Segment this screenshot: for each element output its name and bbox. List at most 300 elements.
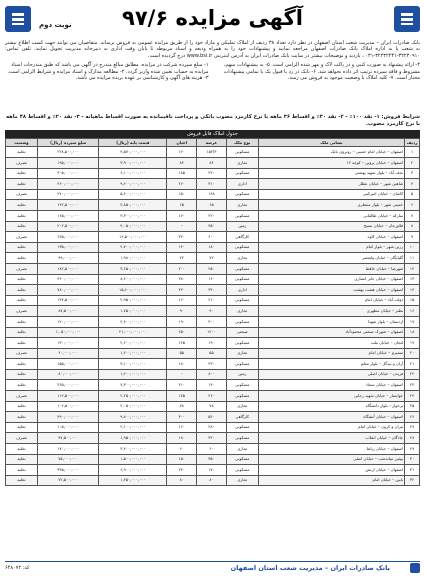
table-cell: تصرف [6,158,38,169]
table-cell: ۳۰۰ [167,412,197,423]
table-cell: ۷۲ [167,253,197,264]
table-cell: ۸,۴۰۰,۰۰۰,۰۰۰ [99,274,167,285]
table-cell: - [167,221,197,232]
table-cell: ۱۸۲,۵۰۰,۰۰۰ [37,263,99,274]
table-cell: گلپایگان – خیابان ولیعصر [258,253,404,264]
table-cell: ۱۲۰۰ [197,327,227,338]
table-cell: صنعتی [226,327,258,338]
table-cell: ۲۵ [405,401,420,412]
table-cell: تجاری [226,158,258,169]
table-cell: اصفهان – خیابان جابر انصاری [258,274,404,285]
table-cell: ۶,۱۰۰,۰۰۰,۰۰۰ [99,168,167,179]
properties-table [5,138,420,486]
table-cell: ۱۱ [405,253,420,264]
table-cell: مسکونی [226,189,258,200]
table-cell: تصرف [6,391,38,402]
table-row [6,401,420,412]
table-cell: ۲۹ [405,444,420,455]
table-cell: ۳,۶۵۰,۰۰۰,۰۰۰ [99,263,167,274]
table-cell: ۱۵,۶۰۰,۰۰۰,۰۰۰ [99,285,167,296]
table-cell: مسکونی [226,391,258,402]
table-row [6,348,420,359]
table-cell: تصرف [6,189,38,200]
table-caption: جدول املاک قابل فروش [5,130,420,138]
table-row [6,147,420,158]
table-row [6,168,420,179]
table-cell: ۱۶۰ [197,274,227,285]
table-cell: ۱۶۰ [167,295,197,306]
table-cell: ۹۷,۵۰۰,۰۰۰ [37,433,99,444]
table-row [6,253,420,264]
table-cell: اردستان – بلوار شهدا [258,316,404,327]
table-cell: ۱۵۰ [167,454,197,465]
table-cell: ۲۱,۰۰۰,۰۰۰,۰۰۰ [99,327,167,338]
table-cell: تخلیه [6,465,38,476]
table-cell: تصرف [6,232,38,243]
table-cell: ۱۸۰ [167,433,197,444]
table-cell: ۴,۰۵۰,۰۰۰,۰۰۰ [99,221,167,232]
table-row [6,433,420,444]
table-row [6,295,420,306]
table-cell: نجف آباد – بلوار شهید بهشتی [258,168,404,179]
table-cell: ۲۰۲,۵۰۰,۰۰۰ [37,221,99,232]
table-cell: کارگاهی [226,412,258,423]
table-cell: ۶,۹۰۰,۰۰۰,۰۰۰ [99,465,167,476]
table-cell: مسکونی [226,465,258,476]
table-cell: ۷۸ [197,401,227,412]
table-cell: مسکونی [226,433,258,444]
table-cell: اصفهان – خیابان رباط [258,444,404,455]
intro-paragraph: بانک صادرات ایران – مدیریت شعب استان اصفهان در نظر دارد تعداد ۳۸ ردیف از املاک تملیکی و مازاد خود را از طریق مزایده عمومی به فروش برساند. متقاضیان می توانند جهت کسب اطلاع بیشتر به شعب یا به اداره املاک بانک صادرات اصفهان مراجعه نمایند و پیشنهادات خود را به همراه ودیعه و اسناد مربوطه تا پایان وقت اداری به دبیرخانه مدیریت تحویل نمایند. تلفن تماس: ۳۲۲۳۰۹۱۰-۳۲۲۳۲۴۳۱-۰۳۱ ، بازدید و توضیحات بیشتر در سایت بانک صادرات ایران به آدرس اینترنتی www.bsi.ir درج گردیده است. [5,40,420,59]
table-cell: ۲,۴۰۰,۰۰۰,۰۰۰ [99,316,167,327]
table-cell: مسکونی [226,316,258,327]
table-row [6,221,420,232]
table-cell: ۱۴۰ [167,242,197,253]
table-header-row [6,139,420,147]
table-cell: نایین – خیابان امام [258,475,404,486]
table-cell: ۱۱۲,۵۰۰,۰۰۰ [37,391,99,402]
table-body [6,147,420,486]
table-cell: ۶۵۰ [167,327,197,338]
table-cell: ۲۷ [405,422,420,433]
table-cell: ۱۵۵,۰۰۰,۰۰۰ [37,359,99,370]
table-cell: ۱۶۵,۰۰۰,۰۰۰ [37,210,99,221]
table-cell: خوانسار – خیابان شهید رجایی [258,391,404,402]
table-cell: ۱۵۰ [167,189,197,200]
table-header-cell: اعیان [167,139,197,147]
table-cell: تخلیه [6,147,38,158]
table-cell: ۱,۶۰۰,۰۰۰,۰۰۰ [99,369,167,380]
table-cell: ۱۸۰ [197,242,227,253]
table-cell: ۲۱۰ [197,295,227,306]
table-cell: تجاری [226,475,258,486]
table-cell: ۲,۱۰۰,۰۰۰,۰۰۰ [99,422,167,433]
table-row [6,391,420,402]
footer-text: بانک صادرات ایران – مدیریت شعب استان اصفهان [230,564,390,572]
table-cell: مسکونی [226,242,258,253]
table-cell: مسکونی [226,454,258,465]
table-cell: ۵۲۰ [197,412,227,423]
table-cell: تجاری [226,253,258,264]
table-cell: ۱۷۵ [167,391,197,402]
table-cell: ۹,۲۰۰,۰۰۰,۰۰۰ [99,179,167,190]
table-cell: ۱۹ [405,338,420,349]
table-cell: تخلیه [6,475,38,486]
table-cell: ۱۸۰ [167,359,197,370]
table-cell: تخلیه [6,444,38,455]
table-cell: ۱,۹۸۰,۰۰۰,۰۰۰ [99,253,167,264]
table-cell: تخلیه [6,369,38,380]
table-cell: ۶۲۵,۰۰۰,۰۰۰ [37,232,99,243]
table-cell: مسکونی [226,168,258,179]
table-cell: زمین [226,221,258,232]
table-header-cell: مبلغ سپرده (ریال) [37,139,99,147]
table-cell: لنجان – خیابان ملت [258,338,404,349]
table-cell: فریدن – خیابان اصلی [258,369,404,380]
table-cell: تخلیه [6,454,38,465]
table-cell: زمین [226,369,258,380]
table-cell: ۱۴۵ [167,338,197,349]
table-cell: تجاری [226,306,258,317]
table-cell: ۱,۴۵۰,۰۰۰,۰۰۰ [99,475,167,486]
table-cell: چادگان – خیابان انقلاب [258,433,404,444]
table-cell: ۱۸ [405,327,420,338]
table-cell: ۲۸۰ [197,422,227,433]
table-cell: ۱,۲۰۰,۰۰۰,۰۰۰ [99,348,167,359]
table-cell: تجاری [226,401,258,412]
table-cell: ۳۲ [405,475,420,486]
table-cell: تخلیه [6,210,38,221]
table-cell: ۷۲,۵۰۰,۰۰۰ [37,475,99,486]
table-row [6,316,420,327]
table-cell: تخلیه [6,380,38,391]
conditions [5,62,420,112]
table-cell: ۲۴۰ [197,168,227,179]
table-cell: اداری [226,179,258,190]
table-cell: تخلیه [6,242,38,253]
table-cell: ۲۱ [405,359,420,370]
table-cell: ۷۲ [197,253,227,264]
table-cell: ۱۹۰ [167,316,197,327]
table-cell: اصفهان – خیابان پروین – کوچه ۱۲ [258,158,404,169]
table-cell: تیران و کرون – خیابان امام [258,422,404,433]
table-row [6,210,420,221]
table-cell: تجاری [226,348,258,359]
table-cell: ۸۰,۰۰۰,۰۰۰ [37,369,99,380]
table-cell: تخلیه [6,221,38,232]
table-row [6,412,420,423]
table-cell: ۸۰۰ [197,369,227,380]
table-cell: ۲۲ [405,369,420,380]
footer [5,561,420,573]
table-cell: ۱۷۰ [167,210,197,221]
table-row [6,465,420,476]
table-cell: ۳,۴۰۰,۰۰۰,۰۰۰ [99,444,167,455]
table-cell: ۳,۹۰۰,۰۰۰,۰۰۰ [99,158,167,169]
table-cell: ۱۴۲,۵۰۰,۰۰۰ [37,200,99,211]
table-cell: ۱۹۰ [197,338,227,349]
table-cell: ۵۵ [167,348,197,359]
header [5,4,420,38]
table-cell: شهرضا – خیابان حافظ [258,263,404,274]
table-cell: ۱۶ [405,306,420,317]
table-cell: تخلیه [6,401,38,412]
table-cell: ۲,۲۵۰,۰۰۰,۰۰۰ [99,391,167,402]
table-cell: کارگاهی [226,232,258,243]
table-row [6,359,420,370]
table-cell: ۳ [405,168,420,179]
table-cell: ۴ [405,179,420,190]
table-header-cell: عرصه [197,139,227,147]
bank-logo-left [5,6,31,32]
table-cell: ۴,۵۷۰,۰۰۰,۰۰۰ [99,147,167,158]
table-cell: ۷ [405,210,420,221]
footer-code: کد: ۶۴۸۰۷۲ [5,565,30,571]
table-cell: ۵ [405,189,420,200]
table-cell: ۲,۹۵۰,۰۰۰,۰۰۰ [99,295,167,306]
table-cell: ۳,۳۰۰,۰۰۰,۰۰۰ [99,210,167,221]
table-cell: ۸۰ [167,475,197,486]
table-cell: تخلیه [6,422,38,433]
table-row [6,285,420,296]
table-cell: ۱۷۰,۰۰۰,۰۰۰ [37,444,99,455]
table-cell: ۱۳۵,۰۰۰,۰۰۰ [37,242,99,253]
table-cell: اصفهان – خیابان کاوه [258,232,404,243]
table-cell: ۱۲ [405,263,420,274]
table-cell: ۱۸۵ [167,168,197,179]
table-cell: ۲,۰۵۰,۰۰۰,۰۰۰ [99,401,167,412]
table-row [6,475,420,486]
table-cell: مبارکه – خیابان طالقانی [258,210,404,221]
table-cell: ۱۵ [405,295,420,306]
table-header-cell: ردیف [405,139,420,147]
table-cell: ۲۵۰ [197,263,227,274]
table-cell: ۲۱۰ [167,380,197,391]
table-cell: ۸۰ [197,475,227,486]
table-cell: مسکونی [226,338,258,349]
table-cell: ۱۴۷,۵۰۰,۰۰۰ [37,295,99,306]
table-cell: سمیرم – خیابان امام [258,348,404,359]
table-cell: مسکونی [226,359,258,370]
table-cell: ۲,۷۰۰,۰۰۰,۰۰۰ [99,242,167,253]
table-cell: اصفهان – شهرک صنعتی محمودآباد [258,327,404,338]
table-cell: ۸۷,۵۰۰,۰۰۰ [37,306,99,317]
table-cell: ۳۱ [405,465,420,476]
table-cell: تخلیه [6,179,38,190]
table-cell: ۱۷۰ [197,465,227,476]
table-cell: ۴۹۰,۰۰۰,۰۰۰ [37,412,99,423]
table-row [6,422,420,433]
table-cell: ۷۸۰,۰۰۰,۰۰۰ [37,285,99,296]
table-cell: ۲۷۰,۰۰۰,۰۰۰ [37,189,99,200]
table-cell: ۱۶۰ [167,422,197,433]
table-cell: ۶۵ [167,200,197,211]
table-cell: تخلیه [6,338,38,349]
table-cell: اصفهان – خیابان هشت بهشت [258,285,404,296]
table-row [6,338,420,349]
table-cell: بوئین میاندشت – خیابان اصلی [258,454,404,465]
table-header-cell: نشانی ملک [258,139,404,147]
table-cell: ۱,۷۵۰,۰۰۰,۰۰۰ [99,306,167,317]
table-cell: تخلیه [6,412,38,423]
table-cell: فلاورجان – خیابان بسیج [258,221,404,232]
table-cell: ۲۲۰ [197,210,227,221]
table-cell: ۲۸ [405,433,420,444]
table-header-cell: وضعیت [6,139,38,147]
table-cell: ۶۰,۰۰۰,۰۰۰ [37,348,99,359]
table-cell: مسکونی [226,274,258,285]
table-cell: ۸۴ [197,158,227,169]
table-cell: ۲۸۰ [167,274,197,285]
table-cell: تخلیه [6,200,38,211]
table-cell: ۳۶۵,۰۰۰,۰۰۰ [37,380,99,391]
table-cell: برخوار – بلوار دانشگاه [258,401,404,412]
table-cell: تصرف [6,433,38,444]
table-cell: ۸۴ [167,158,197,169]
table-row [6,306,420,317]
table-cell: تخلیه [6,359,38,370]
table-cell: ۷,۳۰۰,۰۰۰,۰۰۰ [99,380,167,391]
table-cell: اصفهان – خیابان امام خمینی – روبروی بانک [258,147,404,158]
table-cell: ۱,۹۵۰,۰۰۰,۰۰۰ [99,433,167,444]
table-cell: ۱۵۲/۳ [197,147,227,158]
table-cell: ۹ [405,232,420,243]
table-cell: ۷۸ [167,401,197,412]
table-cell: ۱۲۰ [167,147,197,158]
table-row [6,444,420,455]
table-row [6,263,420,274]
table-cell: مسکونی [226,295,258,306]
table-cell: تخلیه [6,285,38,296]
table-cell: ۱۳ [405,274,420,285]
table-cell: ۱۲,۵۰۰,۰۰۰,۰۰۰ [99,232,167,243]
page-title: آگهی مزایده ۹۷/۶ [122,6,303,30]
table-cell: ۹۰ [197,306,227,317]
table-cell: ۴۲۰,۰۰۰,۰۰۰ [37,274,99,285]
table-row [6,274,420,285]
table-cell: ۲۴۰ [167,465,197,476]
table-cell: ۱۴۰ [197,380,227,391]
table-cell: ۲۰۰ [167,263,197,274]
table-cell: ۱,۰۵۰,۰۰۰,۰۰۰ [37,327,99,338]
table-cell: تخلیه [6,327,38,338]
sale-terms: شرایط فروش: ۱- نقد ۱۰۰٪ - ۲- نقد ۳۰٪ و اقساط ۳۶ ماهه با نرخ کارمزد مصوب بانکی و پرداخت باقیمانده به صورت اقساط ماهیانه - ۳- نقد ۲۰٪ و اقساط ۴۸ ماهه با نرخ کارمزد مصوب. [5,114,420,127]
table-cell: کاشان – خیابان امیرکبیر [258,189,404,200]
table-cell: مسکونی [226,422,258,433]
table-row [6,232,420,243]
table-header-cell: نوع ملک [226,139,258,147]
table-cell: مسکونی [226,147,258,158]
table-cell: ۸ [405,221,420,232]
table-cell: ۳۱۰ [197,179,227,190]
table-cell: ۵۵ [197,348,227,359]
table-cell: ۱۴ [405,285,420,296]
table-cell: ۱۰۵,۰۰۰,۰۰۰ [37,422,99,433]
table-cell: ۹۰ [167,306,197,317]
table-cell: ۲۲۸,۵۰۰,۰۰۰ [37,147,99,158]
table-cell: دولت آباد – خیابان امام [258,295,404,306]
table-cell: ۱۹۵,۰۰۰,۰۰۰ [37,158,99,169]
table-cell: ۱۷ [405,316,420,327]
table-cell: ۳۵۰ [197,454,227,465]
table-cell: شاهین شهر – خیابان عطار [258,179,404,190]
table-cell: ۶۰ [197,444,227,455]
table-cell: ۴۵۰ [197,221,227,232]
table-cell: اداری [226,285,258,296]
table-cell: ۳۲۰ [197,433,227,444]
table-cell: ۹۹,۰۰۰,۰۰۰ [37,253,99,264]
table-cell: ۲۶۰ [167,179,197,190]
table-cell: اصفهان – خیابان آتشگاه [258,412,404,423]
table-cell: ۷۵,۰۰۰,۰۰۰ [37,454,99,465]
table-cell: اصفهان – خیابان ارتش [258,465,404,476]
table-cell: ۲ [405,158,420,169]
table-row [6,189,420,200]
table-row [6,158,420,169]
table-cell: مسکونی [226,263,258,274]
table-cell: زرین شهر – بلوار امام [258,242,404,253]
conditions-right: ۴- ارائه پیشنهاد به صورت کتبی و در پاکت لاک و مهر شده الزامی است. ۵- به پیشنهادات مبهم، مشروط و فاقد سپرده ترتیب اثر داده نخواهد شد. ۶- بانک در رد یا قبول یک یا تمامی پیشنهادات مختار است. ۷- کلیه املاک با وضعیت موجود به فروش می رسد. [223,62,420,82]
table-cell: خمینی شهر – بلوار منتظری [258,200,404,211]
table-cell: ۱۰۲,۵۰۰,۰۰۰ [37,401,99,412]
table-row [6,327,420,338]
table-cell: ۱۲۰,۰۰۰,۰۰۰ [37,316,99,327]
table-cell: ۲,۶۰۰,۰۰۰,۰۰۰ [99,338,167,349]
table-cell: ۳۰۵,۰۰۰,۰۰۰ [37,168,99,179]
table-cell: ۱۰ [405,242,420,253]
table-row [6,454,420,465]
table-cell: ۶۰ [167,444,197,455]
table-cell: تصرف [6,263,38,274]
table-cell: ۲۶۰ [197,391,227,402]
table-cell: ۳۴۰ [197,285,227,296]
table-cell: تصرف [6,348,38,359]
table-cell: ۱,۵۰۰,۰۰۰,۰۰۰ [99,454,167,465]
table-cell: ۲۰ [405,348,420,359]
table-cell: ۹,۸۰۰,۰۰۰,۰۰۰ [99,412,167,423]
table-row [6,242,420,253]
table-cell: ۳۲۰ [167,232,197,243]
table-row [6,200,420,211]
table-cell: ۲,۸۵۰,۰۰۰,۰۰۰ [99,200,167,211]
table-cell: - [167,369,197,380]
table-cell: تخلیه [6,316,38,327]
table-cell: ۶۰۰ [197,232,227,243]
table-cell: مسکونی [226,380,258,391]
table-row [6,369,420,380]
round-label: نوبت دوم [39,21,72,29]
table-cell: تجاری [226,444,258,455]
table-cell: آران و بیدگل – بلوار معلم [258,359,404,370]
table-cell: تصرف [6,306,38,317]
table-cell: ۵,۴۰۰,۰۰۰,۰۰۰ [99,189,167,200]
table-cell: ۴۲۰ [167,285,197,296]
table-row [6,179,420,190]
table-header-cell: قیمت پایه (ریال) [99,139,167,147]
table-cell: ۲۳۰ [197,359,227,370]
table-cell: ۲۴ [405,391,420,402]
table-row [6,380,420,391]
table-cell: ۲۳ [405,380,420,391]
table-cell: ۳۴۵,۰۰۰,۰۰۰ [37,465,99,476]
table-cell: مسکونی [226,210,258,221]
table-cell: تخلیه [6,295,38,306]
table-cell: ۲۶ [405,412,420,423]
table-cell: ۶۵ [197,200,227,211]
table-cell: ۳۰۰ [197,316,227,327]
table-cell: تخلیه [6,274,38,285]
table-cell: ۴۶۰,۰۰۰,۰۰۰ [37,179,99,190]
